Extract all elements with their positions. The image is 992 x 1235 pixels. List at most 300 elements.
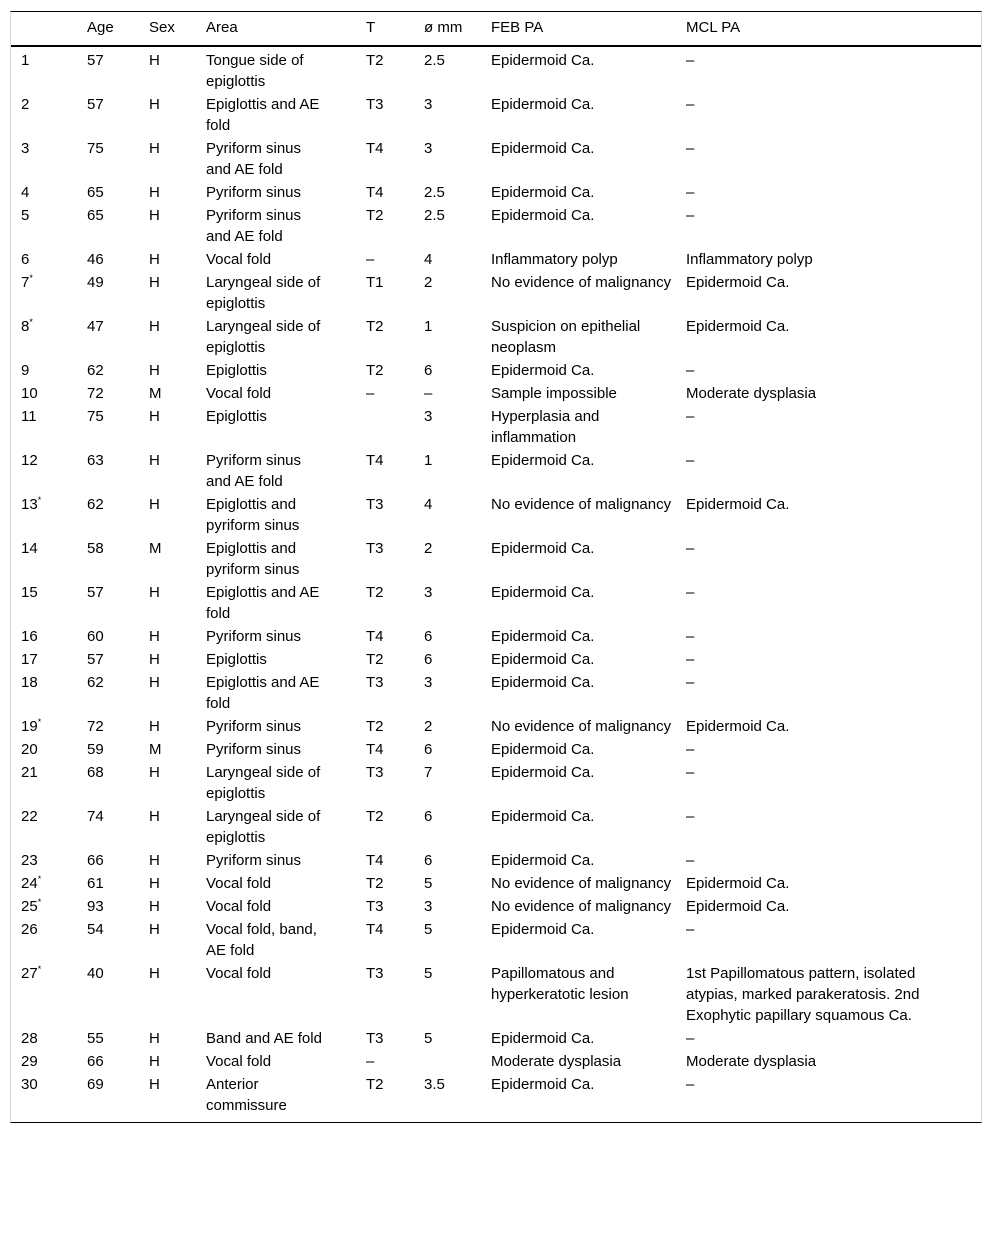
- cell-diameter-mm-text: 1: [424, 452, 433, 469]
- cell-mcl-pa: [686, 849, 981, 872]
- cell-sex: [149, 537, 206, 581]
- cell-area: [206, 449, 366, 493]
- cell-mcl-pa: [686, 805, 981, 849]
- cell-feb-pa-text: Epidermoid Ca.: [491, 852, 595, 869]
- cell-diameter-mm: [424, 872, 491, 895]
- cell-mcl-pa: [686, 382, 981, 405]
- cell-feb-pa-text: Papillomatous and hyperkeratotic lesion: [491, 965, 629, 1003]
- cell-mcl-pa-text: –: [686, 584, 695, 601]
- cell-t-stage: [366, 449, 424, 493]
- cell-diameter-mm-text: 7: [424, 764, 433, 781]
- cell-feb-pa-text: Epidermoid Ca.: [491, 651, 595, 668]
- cell-patient-number-text: 18: [21, 674, 38, 691]
- cell-diameter-mm: [424, 405, 491, 449]
- cell-patient-number: [11, 625, 87, 648]
- cell-patient-number-text: 13: [21, 496, 38, 513]
- cell-diameter-mm: [424, 271, 491, 315]
- cell-mcl-pa: [686, 449, 981, 493]
- cell-t-stage-text: T2: [366, 718, 384, 735]
- table-row: [11, 46, 981, 93]
- cell-sex: [149, 715, 206, 738]
- cell-sex-text: H: [149, 408, 160, 425]
- cell-feb-pa: [491, 962, 686, 1027]
- cell-sex-text: H: [149, 965, 160, 982]
- cell-diameter-mm-text: 3: [424, 140, 433, 157]
- cell-diameter-mm: [424, 1027, 491, 1050]
- cell-patient-number-text: 25: [21, 898, 38, 915]
- cell-mcl-pa-text: –: [686, 651, 695, 668]
- cell-sex-text: H: [149, 251, 160, 268]
- table-row: [11, 204, 981, 248]
- cell-feb-pa-text: Epidermoid Ca.: [491, 96, 595, 113]
- cell-patient-number-text: 21: [21, 764, 38, 781]
- cell-patient-number: [11, 315, 87, 359]
- cell-t-stage-text: T2: [366, 808, 384, 825]
- cell-mcl-pa: [686, 895, 981, 918]
- cell-patient-number: [11, 137, 87, 181]
- cell-age-text: 65: [87, 184, 104, 201]
- cell-t-stage: [366, 405, 424, 449]
- cell-diameter-mm-text: 5: [424, 921, 433, 938]
- cell-patient-number-text: 16: [21, 628, 38, 645]
- cell-patient-number-text: 29: [21, 1053, 38, 1070]
- cell-t-stage: [366, 248, 424, 271]
- cell-feb-pa: [491, 93, 686, 137]
- cell-sex: [149, 962, 206, 1027]
- cell-mcl-pa: [686, 715, 981, 738]
- cell-sex: [149, 359, 206, 382]
- cell-feb-pa-text: Epidermoid Ca.: [491, 1076, 595, 1093]
- cell-age-text: 62: [87, 362, 104, 379]
- cell-patient-number: [11, 46, 87, 93]
- cell-age: [87, 405, 149, 449]
- cell-area: [206, 962, 366, 1027]
- cell-age-text: 57: [87, 651, 104, 668]
- cell-age-text: 75: [87, 408, 104, 425]
- cell-diameter-mm-text: 3.5: [424, 1076, 445, 1093]
- cell-sex-text: H: [149, 184, 160, 201]
- header-cell-index: [11, 12, 87, 46]
- cell-age-text: 49: [87, 274, 104, 291]
- cell-patient-number: [11, 1050, 87, 1073]
- cell-patient-number-text: 20: [21, 741, 38, 758]
- table-row: [11, 137, 981, 181]
- cell-t-stage-text: T4: [366, 741, 384, 758]
- cell-mcl-pa: [686, 625, 981, 648]
- cell-sex-text: M: [149, 385, 162, 402]
- cell-t-stage: [366, 671, 424, 715]
- cell-age-text: 66: [87, 1053, 104, 1070]
- cell-mcl-pa: [686, 671, 981, 715]
- cell-sex-text: M: [149, 741, 162, 758]
- cell-age: [87, 1073, 149, 1122]
- cell-feb-pa: [491, 895, 686, 918]
- cell-age-text: 72: [87, 718, 104, 735]
- cell-diameter-mm-text: 2: [424, 540, 433, 557]
- cell-area: [206, 738, 366, 761]
- cell-t-stage: [366, 137, 424, 181]
- table-row: [11, 738, 981, 761]
- cell-age: [87, 849, 149, 872]
- cell-t-stage-text: T3: [366, 540, 384, 557]
- cell-feb-pa-text: Epidermoid Ca.: [491, 540, 595, 557]
- cell-area-text: Vocal fold, band, AE fold: [206, 921, 317, 959]
- cell-diameter-mm: [424, 315, 491, 359]
- cell-mcl-pa-text: –: [686, 184, 695, 201]
- cell-diameter-mm-text: 1: [424, 318, 433, 335]
- cell-t-stage-text: T3: [366, 496, 384, 513]
- cell-area: [206, 248, 366, 271]
- cell-sex-text: H: [149, 1076, 160, 1093]
- cell-area-text: Pyriform sinus: [206, 628, 302, 645]
- cell-t-stage-text: T3: [366, 1030, 384, 1047]
- cell-diameter-mm: [424, 761, 491, 805]
- cell-diameter-mm-text: 2.5: [424, 207, 445, 224]
- cell-mcl-pa-text: Epidermoid Ca.: [686, 898, 790, 915]
- cell-area: [206, 648, 366, 671]
- cell-age: [87, 738, 149, 761]
- cell-mcl-pa: [686, 1027, 981, 1050]
- cell-mcl-pa: [686, 918, 981, 962]
- cell-feb-pa-text: Epidermoid Ca.: [491, 52, 595, 69]
- cell-age: [87, 493, 149, 537]
- cell-patient-number: [11, 761, 87, 805]
- cell-t-stage-text: T4: [366, 452, 384, 469]
- cell-feb-pa-text: No evidence of malignancy: [491, 496, 672, 513]
- cell-area: [206, 581, 366, 625]
- cell-patient-number-text: 30: [21, 1076, 38, 1093]
- cell-diameter-mm-text: 2: [424, 718, 433, 735]
- cell-mcl-pa-text: Epidermoid Ca.: [686, 318, 790, 335]
- cell-diameter-mm-text: –: [424, 385, 433, 402]
- cell-feb-pa: [491, 671, 686, 715]
- cell-mcl-pa: [686, 1073, 981, 1122]
- cell-diameter-mm: [424, 671, 491, 715]
- cell-age: [87, 715, 149, 738]
- cell-t-stage: [366, 271, 424, 315]
- cell-area: [206, 1073, 366, 1122]
- cell-t-stage: [366, 625, 424, 648]
- table-row: [11, 1027, 981, 1050]
- cell-sex: [149, 181, 206, 204]
- cell-mcl-pa-text: –: [686, 540, 695, 557]
- cell-patient-number: [11, 382, 87, 405]
- cell-area: [206, 204, 366, 248]
- table-row: [11, 315, 981, 359]
- cell-t-stage: [366, 493, 424, 537]
- cell-t-stage: [366, 1027, 424, 1050]
- cell-age-text: 65: [87, 207, 104, 224]
- cell-age-text: 54: [87, 921, 104, 938]
- table-row: [11, 962, 981, 1027]
- cell-age-text: 66: [87, 852, 104, 869]
- cell-age-text: 72: [87, 385, 104, 402]
- cell-t-stage: [366, 872, 424, 895]
- cell-area: [206, 46, 366, 93]
- header-cell-age: Age: [87, 12, 149, 46]
- cell-area-text: Pyriform sinus: [206, 718, 302, 735]
- table-row: [11, 493, 981, 537]
- cell-feb-pa: [491, 738, 686, 761]
- cell-diameter-mm-text: 2.5: [424, 52, 445, 69]
- cell-t-stage-text: –: [366, 385, 375, 402]
- cell-feb-pa: [491, 581, 686, 625]
- cell-diameter-mm-text: 6: [424, 362, 433, 379]
- cell-feb-pa-text: Epidermoid Ca.: [491, 808, 595, 825]
- cell-age-text: 60: [87, 628, 104, 645]
- table-row: [11, 359, 981, 382]
- cell-area-text: Laryngeal side of epiglottis: [206, 764, 321, 802]
- cell-area-text: Pyriform sinus and AE fold: [206, 140, 302, 178]
- cell-age: [87, 93, 149, 137]
- cell-feb-pa: [491, 849, 686, 872]
- cell-feb-pa: [491, 315, 686, 359]
- cell-age-text: 63: [87, 452, 104, 469]
- cell-mcl-pa-text: –: [686, 207, 695, 224]
- cell-sex: [149, 1027, 206, 1050]
- table-row: [11, 1073, 981, 1122]
- cell-t-stage-text: T2: [366, 52, 384, 69]
- cell-t-stage: [366, 359, 424, 382]
- cell-t-stage-text: T3: [366, 898, 384, 915]
- cell-sex: [149, 46, 206, 93]
- table-row: [11, 271, 981, 315]
- cell-feb-pa: [491, 405, 686, 449]
- header-cell-mcl-pa: MCL PA: [686, 12, 981, 46]
- cell-area-text: Epiglottis and pyriform sinus: [206, 540, 300, 578]
- cell-patient-number: [11, 962, 87, 1027]
- cell-feb-pa: [491, 761, 686, 805]
- cell-area-text: Pyriform sinus: [206, 852, 302, 869]
- cell-patient-number-text: 5: [21, 207, 30, 224]
- cell-age-text: 46: [87, 251, 104, 268]
- cell-sex-text: H: [149, 808, 160, 825]
- table-row: [11, 872, 981, 895]
- cell-patient-number-text: 6: [21, 251, 30, 268]
- header-cell-area: Area: [206, 12, 366, 46]
- cell-feb-pa: [491, 204, 686, 248]
- cell-t-stage-text: T4: [366, 852, 384, 869]
- cell-diameter-mm: [424, 137, 491, 181]
- cell-t-stage-text: –: [366, 251, 375, 268]
- cell-t-stage-text: T3: [366, 965, 384, 982]
- cell-feb-pa-text: No evidence of malignancy: [491, 875, 672, 892]
- cell-diameter-mm-text: 2.5: [424, 184, 445, 201]
- cell-feb-pa: [491, 137, 686, 181]
- cell-t-stage: [366, 581, 424, 625]
- table-row: [11, 648, 981, 671]
- cell-t-stage-text: T2: [366, 1076, 384, 1093]
- cell-mcl-pa: [686, 181, 981, 204]
- cell-sex: [149, 761, 206, 805]
- cell-feb-pa-text: Moderate dysplasia: [491, 1053, 622, 1070]
- cell-area: [206, 537, 366, 581]
- cell-feb-pa-text: Epidermoid Ca.: [491, 362, 595, 379]
- cell-area: [206, 315, 366, 359]
- cell-diameter-mm-text: 4: [424, 251, 433, 268]
- cell-patient-number-text: 3: [21, 140, 30, 157]
- cell-area: [206, 761, 366, 805]
- cell-diameter-mm-text: 3: [424, 674, 433, 691]
- cell-t-stage-text: T1: [366, 274, 384, 291]
- cell-area-text: Epiglottis and AE fold: [206, 584, 320, 622]
- cell-diameter-mm-text: 3: [424, 584, 433, 601]
- cell-t-stage: [366, 805, 424, 849]
- cell-diameter-mm: [424, 382, 491, 405]
- cell-sex: [149, 625, 206, 648]
- cell-age-text: 58: [87, 540, 104, 557]
- cell-diameter-mm: [424, 738, 491, 761]
- cell-diameter-mm-text: 5: [424, 875, 433, 892]
- cell-patient-number-text: 8: [21, 318, 30, 335]
- cell-diameter-mm: [424, 359, 491, 382]
- cell-age: [87, 648, 149, 671]
- cell-mcl-pa: [686, 738, 981, 761]
- cell-sex: [149, 271, 206, 315]
- table-row: [11, 895, 981, 918]
- table-header: [11, 12, 981, 46]
- cell-sex: [149, 872, 206, 895]
- cell-sex: [149, 895, 206, 918]
- cell-feb-pa-text: Epidermoid Ca.: [491, 628, 595, 645]
- cell-age: [87, 449, 149, 493]
- cell-feb-pa: [491, 449, 686, 493]
- cell-diameter-mm-text: 6: [424, 628, 433, 645]
- cell-diameter-mm: [424, 849, 491, 872]
- cell-patient-number: [11, 93, 87, 137]
- table-row: [11, 918, 981, 962]
- patient-table: [11, 12, 981, 1122]
- cell-mcl-pa-text: 1st Papillomatous pattern, isolated atypias, marked parakeratosis. 2nd Exophytic papillary squamous Ca.: [686, 965, 920, 1024]
- cell-t-stage-text: T2: [366, 362, 384, 379]
- cell-patient-number-text: 19: [21, 718, 38, 735]
- cell-mcl-pa: [686, 315, 981, 359]
- cell-diameter-mm-text: 6: [424, 741, 433, 758]
- cell-patient-number: [11, 271, 87, 315]
- cell-diameter-mm: [424, 715, 491, 738]
- cell-age-text: 47: [87, 318, 104, 335]
- cell-age: [87, 137, 149, 181]
- cell-mcl-pa: [686, 137, 981, 181]
- cell-sex: [149, 93, 206, 137]
- table-row: [11, 715, 981, 738]
- cell-sex-text: M: [149, 540, 162, 557]
- cell-t-stage-text: T2: [366, 207, 384, 224]
- cell-mcl-pa-text: –: [686, 852, 695, 869]
- cell-age-text: 57: [87, 96, 104, 113]
- cell-t-stage-text: T4: [366, 921, 384, 938]
- cell-t-stage: [366, 715, 424, 738]
- cell-t-stage-text: T4: [366, 140, 384, 157]
- cell-mcl-pa-text: Moderate dysplasia: [686, 385, 817, 402]
- cell-feb-pa-text: No evidence of malignancy: [491, 274, 672, 291]
- cell-sex: [149, 204, 206, 248]
- cell-patient-number-text: 7: [21, 274, 30, 291]
- table-row: [11, 849, 981, 872]
- cell-patient-number: [11, 493, 87, 537]
- cell-diameter-mm: [424, 648, 491, 671]
- cell-area-text: Vocal fold: [206, 965, 272, 982]
- cell-sex: [149, 738, 206, 761]
- cell-mcl-pa: [686, 962, 981, 1027]
- cell-mcl-pa-text: –: [686, 921, 695, 938]
- cell-feb-pa: [491, 1027, 686, 1050]
- cell-diameter-mm: [424, 581, 491, 625]
- cell-diameter-mm: [424, 93, 491, 137]
- cell-area: [206, 625, 366, 648]
- cell-t-stage: [366, 962, 424, 1027]
- cell-t-stage: [366, 315, 424, 359]
- cell-feb-pa: [491, 359, 686, 382]
- cell-t-stage-text: T3: [366, 674, 384, 691]
- cell-mcl-pa-text: Epidermoid Ca.: [686, 496, 790, 513]
- cell-feb-pa-text: Epidermoid Ca.: [491, 1030, 595, 1047]
- cell-sex-text: H: [149, 452, 160, 469]
- cell-age-text: 61: [87, 875, 104, 892]
- cell-mcl-pa-text: –: [686, 808, 695, 825]
- cell-area: [206, 872, 366, 895]
- cell-area: [206, 93, 366, 137]
- cell-mcl-pa-text: Epidermoid Ca.: [686, 274, 790, 291]
- table-row: [11, 581, 981, 625]
- cell-t-stage-text: T3: [366, 764, 384, 781]
- cell-diameter-mm: [424, 1073, 491, 1122]
- cell-sex: [149, 918, 206, 962]
- cell-sex: [149, 648, 206, 671]
- cell-sex-text: H: [149, 274, 160, 291]
- cell-patient-number: [11, 648, 87, 671]
- cell-diameter-mm: [424, 449, 491, 493]
- cell-t-stage: [366, 648, 424, 671]
- cell-area-text: Pyriform sinus and AE fold: [206, 207, 302, 245]
- cell-mcl-pa-text: –: [686, 408, 695, 425]
- cell-sex-text: H: [149, 764, 160, 781]
- cell-sex-text: H: [149, 140, 160, 157]
- header-cell-sex: Sex: [149, 12, 206, 46]
- cell-sex-text: H: [149, 628, 160, 645]
- data-table-frame: [10, 11, 982, 1123]
- cell-age-text: 75: [87, 140, 104, 157]
- cell-patient-number: [11, 918, 87, 962]
- cell-t-stage: [366, 537, 424, 581]
- cell-sex-text: H: [149, 496, 160, 513]
- cell-area: [206, 1027, 366, 1050]
- cell-feb-pa-text: Inflammatory polyp: [491, 251, 618, 268]
- cell-sex-text: H: [149, 674, 160, 691]
- cell-mcl-pa: [686, 581, 981, 625]
- cell-feb-pa: [491, 918, 686, 962]
- header-cell-t: T: [366, 12, 424, 46]
- cell-diameter-mm-text: 5: [424, 1030, 433, 1047]
- cell-patient-number: [11, 359, 87, 382]
- cell-area-text: Vocal fold: [206, 875, 272, 892]
- cell-area-text: Vocal fold: [206, 251, 272, 268]
- header-cell-diameter: ø mm: [424, 12, 491, 46]
- cell-mcl-pa-text: –: [686, 52, 695, 69]
- cell-patient-number: [11, 671, 87, 715]
- cell-age: [87, 918, 149, 962]
- cell-t-stage: [366, 761, 424, 805]
- cell-diameter-mm: [424, 204, 491, 248]
- cell-mcl-pa-text: Moderate dysplasia: [686, 1053, 817, 1070]
- cell-area-text: Vocal fold: [206, 898, 272, 915]
- cell-area-text: Vocal fold: [206, 1053, 272, 1070]
- cell-mcl-pa: [686, 537, 981, 581]
- cell-patient-number: [11, 1073, 87, 1122]
- cell-mcl-pa-text: –: [686, 764, 695, 781]
- header-row: [11, 12, 981, 46]
- cell-feb-pa: [491, 493, 686, 537]
